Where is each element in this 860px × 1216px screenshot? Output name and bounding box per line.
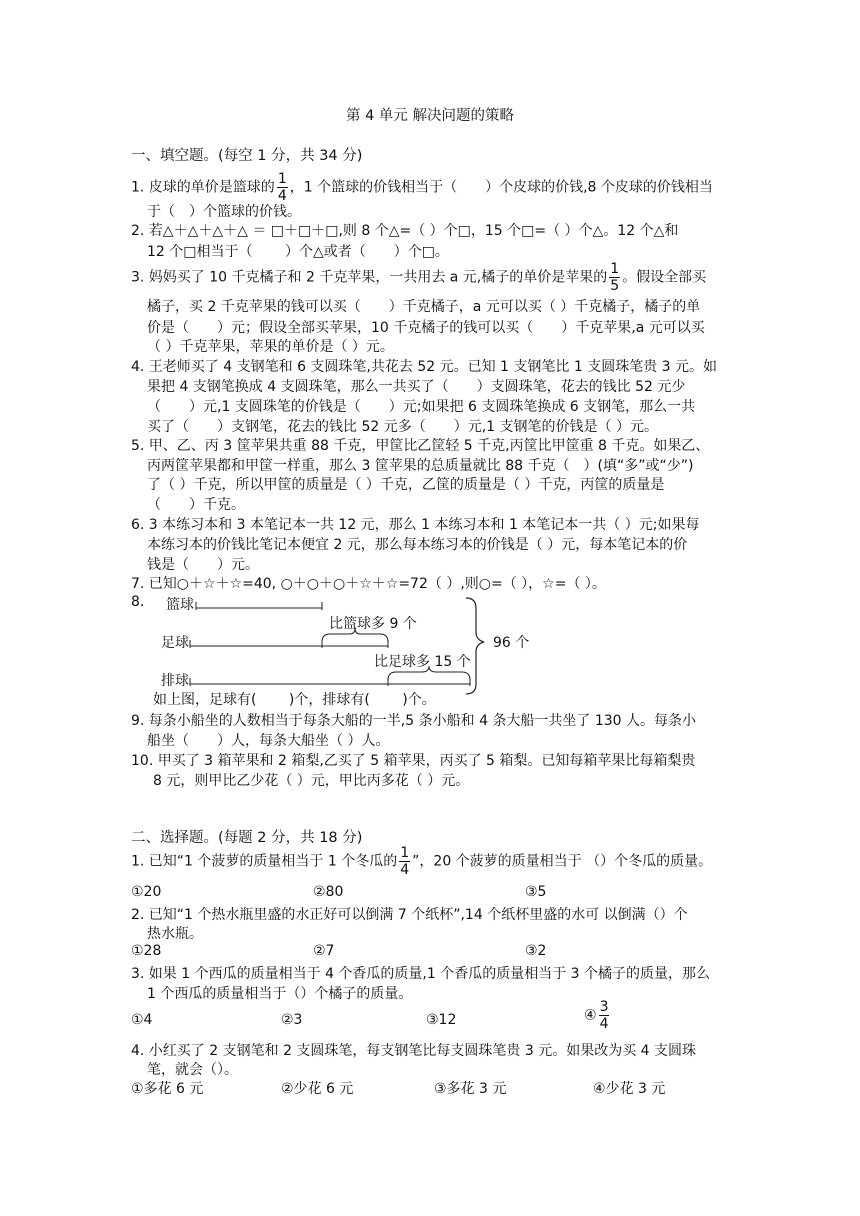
question-4-line4: 买了（ ）支钢笔，花去的钱比 52 元多（ ）元,1 支钢笔的价钱是（ ）元。	[147, 419, 658, 435]
question-2-line2: 12 个□相当于（ ）个△或者（ ）个□。	[147, 244, 449, 260]
question-7: 7. 已知○＋☆＋☆=40, ○＋○＋○＋☆＋☆=72（ ）,则○=（ ），☆=（ ）。	[131, 576, 606, 592]
fraction-denominator: 4	[277, 188, 287, 204]
question-6-line3: 钱是（ ）元。	[147, 557, 259, 573]
choice-question-4: 4. 小红买了 2 支钢笔和 2 支圆珠笔，每支钢笔比每支圆珠笔贵 3 元。如果改为买 4 支圆珠	[131, 1043, 697, 1059]
c1-option-3[interactable]: ③5	[525, 884, 547, 900]
fraction-denominator: 4	[599, 1016, 609, 1032]
section2-heading: 二、选择题。(每题 2 分，共 18 分)	[131, 830, 363, 846]
brace-football-extra	[322, 628, 388, 642]
choice-question-1	[131, 846, 712, 877]
c3-option-4[interactable]	[584, 1000, 611, 1031]
question-10-line2: 8 元，则甲比乙少花（ ）元，甲比丙多花（ ）元。	[153, 773, 470, 789]
c2-option-3[interactable]: ③2	[525, 943, 547, 959]
label-volleyball: 排球	[161, 673, 189, 689]
question-5-line4: （ ）千克。	[147, 497, 245, 513]
question-4-line3: （ ）元,1 支圆珠笔的价钱是（ ）元;如果把 6 支圆珠笔换成 6 支钢笔，那么一共	[147, 399, 696, 415]
c1-text-end: ”，20 个菠萝的质量相当于 （）个冬瓜的质量。	[412, 853, 713, 870]
c3-option-4-label: ④	[584, 1007, 597, 1024]
label-more-than-football: 比足球多 15 个	[374, 654, 471, 670]
fraction-numerator: 3	[599, 999, 609, 1015]
c1-option-1[interactable]: ①20	[131, 884, 162, 900]
question-8-answer: 如上图，足球有( )个，排球有( )个。	[153, 692, 436, 708]
brace-total	[466, 598, 484, 694]
question-4: 4. 王老师买了 4 支钢笔和 6 支圆珠笔,共花去 52 元。已知 1 支钢笔比 1 支圆珠笔贵 3 元。如	[131, 359, 718, 375]
basketball-segment	[196, 602, 322, 610]
fraction	[399, 846, 410, 877]
fraction-numerator: 1	[610, 261, 620, 277]
c3-option-2[interactable]: ②3	[281, 1012, 303, 1028]
c4-option-1[interactable]: ①多花 6 元	[131, 1081, 204, 1097]
fraction-denominator: 4	[400, 862, 410, 878]
fraction-numerator: 1	[400, 845, 410, 861]
question-5-line2: 丙两筐苹果都和甲筐一样重，那么 3 筐苹果的总质量就比 88 千克（ ）(填“多”或“少”)	[147, 458, 694, 474]
question-2: 2. 若△＋△＋△＋△ ＝ □＋□＋□,则 8 个△=（ ）个□，15 个□=（ ）个△。12 个△和	[131, 223, 679, 239]
label-basketball: 篮球	[166, 597, 194, 613]
question-3-line3: 价是（ ）元；假设全部买苹果，10 千克橘子的钱可以买（ ）千克苹果,a 元可以买	[147, 320, 705, 336]
choice-question-4-line2: 笔，就会（）。	[147, 1062, 238, 1078]
section1-heading: 一、填空题。(每空 1 分，共 34 分)	[131, 148, 363, 164]
c1-text-start: 1. 已知“1 个菠萝的质量相当于 1 个冬瓜的	[131, 853, 398, 870]
question-8-number: 8.	[131, 594, 145, 610]
choice-question-2-line2: 热水瓶。	[147, 926, 203, 942]
c4-option-4[interactable]: ④少花 3 元	[593, 1081, 666, 1097]
c2-option-1[interactable]: ①28	[131, 943, 162, 959]
question-9: 9. 每条小船坐的人数相当于每条大船的一半,5 条小船和 4 条大船一共坐了 130 人。每条小	[131, 713, 697, 729]
q1-text-end: ，1 个篮球的价钱相当于（ ）个皮球的价钱,8 个皮球的价钱相当	[289, 179, 713, 196]
fraction	[599, 1000, 610, 1031]
q3-text-end: 。假设全部买	[622, 269, 707, 286]
question-5: 5. 甲、乙、丙 3 筐苹果共重 88 千克，甲筐比乙筐轻 5 千克,丙筐比甲筐重 8 千克。如果乙、	[131, 438, 710, 454]
football-segment	[190, 640, 388, 648]
question-9-line2: 船坐（ ）人，每条大船坐（ ）人。	[147, 733, 390, 749]
label-football: 足球	[161, 635, 189, 651]
c4-option-3[interactable]: ③多花 3 元	[434, 1081, 507, 1097]
q3-text-start: 3. 妈妈买了 10 千克橘子和 2 千克苹果，一共用去 a 元,橘子的单价是苹果的	[131, 269, 608, 286]
choice-question-3-line2: 1 个西瓜的质量相当于（）个橘子的质量。	[147, 986, 413, 1002]
c3-option-3[interactable]: ③12	[426, 1012, 457, 1028]
choice-question-2: 2. 已知“1 个热水瓶里盛的水正好可以倒满 7 个纸杯”,14 个纸杯里盛的水可 以倒满（）个	[131, 907, 688, 923]
question-1-line2: 于（ ）个篮球的价钱。	[147, 204, 301, 220]
c1-option-2[interactable]: ②80	[313, 884, 344, 900]
choice-question-3: 3. 如果 1 个西瓜的质量相当于 4 个香瓜的质量,1 个香瓜的质量相当于 3 个橘子的质量，那么	[131, 966, 711, 982]
question-4-line2: 果把 4 支钢笔换成 4 支圆珠笔，那么一共买了（ ）支圆珠笔，花去的钱比 52 元少	[147, 379, 686, 395]
volleyball-segment	[190, 678, 470, 686]
fraction-numerator: 1	[277, 171, 287, 187]
page-title: 第 4 单元 解决问题的策略	[345, 108, 515, 124]
brace-volleyball-extra	[388, 666, 470, 680]
question-6: 6. 3 本练习本和 3 本笔记本一共 12 元，那么 1 本练习本和 1 本笔记本一共（ ）元;如果每	[131, 517, 700, 533]
c2-option-2[interactable]: ②7	[313, 943, 335, 959]
c4-option-2[interactable]: ②少花 6 元	[281, 1081, 354, 1097]
question-6-line2: 本练习本的价钱比笔记本便宜 2 元，那么每本练习本的价钱是（ ）元，每本笔记本的价	[147, 537, 688, 553]
q1-text-start: 1. 皮球的单价是篮球的	[131, 179, 275, 196]
label-total: 96 个	[493, 635, 530, 651]
question-10: 10. 甲买了 3 箱苹果和 2 箱梨,乙买了 5 箱苹果，丙买了 5 箱梨。已知每箱苹果比每箱梨贵	[131, 753, 696, 769]
fraction-denominator: 5	[610, 278, 620, 294]
c3-option-1[interactable]: ①4	[131, 1012, 153, 1028]
question-5-line3: 了（ ）千克，所以甲筐的质量是（ ）千克，乙筐的质量是（ ）千克，丙筐的质量是	[147, 477, 665, 493]
question-3-line4: （ ）千克苹果，苹果的单价是（ ）元。	[147, 339, 394, 355]
label-more-than-basketball: 比篮球多 9 个	[329, 616, 417, 632]
question-3-line2: 橘子，买 2 千克苹果的钱可以买（ ）千克橘子，a 元可以买（ ）千克橘子，橘子的单	[147, 299, 701, 315]
